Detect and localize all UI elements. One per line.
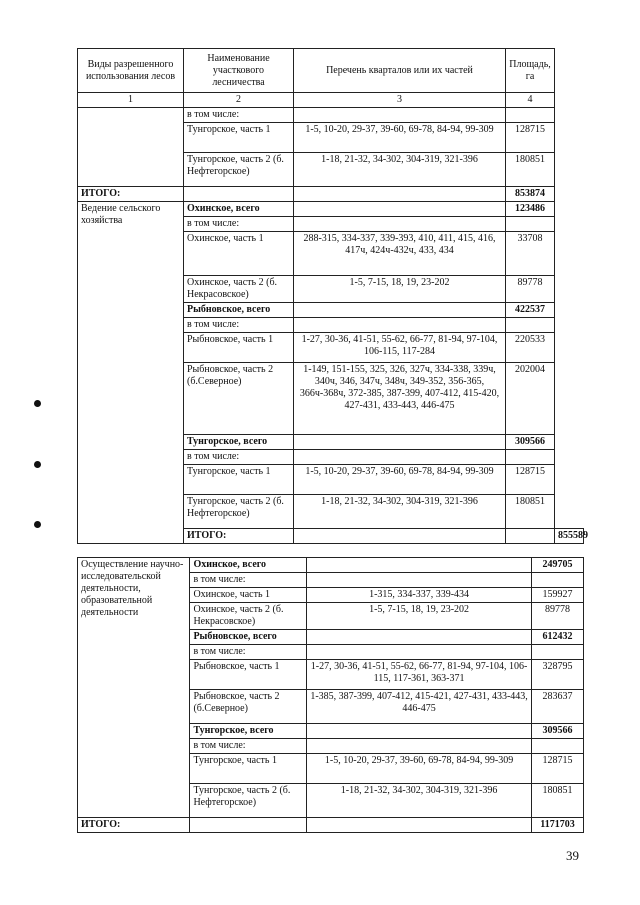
table-row (78, 108, 584, 123)
area-value: 309566 (506, 435, 555, 450)
area-value: 202004 (506, 363, 555, 435)
quarters-list: 1-18, 21-32, 34-302, 304-319, 321-396 (307, 784, 532, 818)
total-value: 853874 (506, 187, 555, 202)
forestry-name: Рыбновское, часть 2 (б.Северное) (184, 363, 294, 435)
total-row (78, 187, 584, 202)
category-cell: Ведение сельского хозяйства (78, 202, 184, 544)
area-value: 220533 (506, 333, 555, 363)
total-value: 1171703 (532, 818, 584, 833)
forestry-name: Тунгорское, часть 2 (б. Нефтегорское) (184, 495, 294, 529)
binder-hole-mark (34, 521, 41, 528)
category-cell (78, 108, 184, 187)
forestry-total-name: Тунгорское, всего (184, 435, 294, 450)
header-area: Площадь, га (506, 49, 555, 93)
total-value: 855589 (555, 529, 584, 544)
quarters-list: 1-27, 30-36, 41-51, 55-62, 66-77, 81-94, 97-104, 106-115, 117-361, 363-371 (307, 660, 532, 690)
binder-hole-mark (34, 461, 41, 468)
area-value: 612432 (532, 630, 584, 645)
forestry-name: Охинское, часть 2 (б. Некрасовское) (190, 603, 307, 630)
header-forestry: Наименование участкового лесничества (184, 49, 294, 93)
area-value: 180851 (506, 153, 555, 187)
area-value: 283637 (532, 690, 584, 724)
subheader-cell: в том числе: (184, 318, 294, 333)
forest-use-table-continued (77, 557, 584, 833)
area-value: 33708 (506, 232, 555, 276)
total-label: ИТОГО: (78, 818, 190, 833)
area-value: 180851 (532, 784, 584, 818)
forest-use-table (77, 48, 588, 544)
forestry-total-name: Тунгорское, всего (190, 724, 307, 739)
area-value: 180851 (506, 495, 555, 529)
subheader-cell: в том числе: (184, 217, 294, 232)
area-value: 422537 (506, 303, 555, 318)
forestry-name: Тунгорское, часть 1 (190, 754, 307, 784)
forestry-name: Охинское, часть 2 (б. Некрасовское) (184, 276, 294, 303)
total-label: ИТОГО: (78, 187, 184, 202)
column-number: 1 (78, 93, 184, 108)
forestry-name: Рыбновское, часть 1 (184, 333, 294, 363)
page-number: 39 (566, 848, 579, 863)
subheader-cell: в том числе: (184, 450, 294, 465)
quarters-list: 1-27, 30-36, 41-51, 55-62, 66-77, 81-94, 97-104, 106-115, 117-284 (294, 333, 506, 363)
quarters-list: 1-5, 10-20, 29-37, 39-60, 69-78, 84-94, 99-309 (307, 754, 532, 784)
quarters-list: 1-5, 10-20, 29-37, 39-60, 69-78, 84-94, 99-309 (294, 123, 506, 153)
forestry-name: Охинское, часть 1 (184, 232, 294, 276)
quarters-list: 1-5, 10-20, 29-37, 39-60, 69-78, 84-94, 99-309 (294, 465, 506, 495)
total-row (78, 818, 584, 833)
column-number-row (78, 93, 584, 108)
table-header-row (78, 49, 584, 93)
quarters-list: 1-18, 21-32, 34-302, 304-319, 321-396 (294, 153, 506, 187)
column-number: 4 (506, 93, 555, 108)
area-value: 328795 (532, 660, 584, 690)
area-value: 89778 (506, 276, 555, 303)
forestry-name: Тунгорское, часть 2 (б. Нефтегорское) (190, 784, 307, 818)
area-value: 128715 (532, 754, 584, 784)
area-value: 128715 (506, 465, 555, 495)
subheader-cell: в том числе: (190, 739, 307, 754)
area-value: 159927 (532, 588, 584, 603)
quarters-list: 288-315, 334-337, 339-393, 410, 411, 415, 416, 417ч, 424ч-432ч, 433, 434 (294, 232, 506, 276)
quarters-list: 1-315, 334-337, 339-434 (307, 588, 532, 603)
area-value: 309566 (532, 724, 584, 739)
column-number: 3 (294, 93, 506, 108)
forestry-name: Рыбновское, часть 2 (б.Северное) (190, 690, 307, 724)
forestry-total-name: Рыбновское, всего (190, 630, 307, 645)
quarters-list: 1-385, 387-399, 407-412, 415-421, 427-431, 433-443, 446-475 (307, 690, 532, 724)
quarters-list: 1-149, 151-155, 325, 326, 327ч, 334-338, 339ч, 340ч, 346, 347ч, 348ч, 349-352, 356-365, 366ч-368ч, 372-385, 387-399, 407-412, 415-420, 427-431, 433-443, 446-475 (294, 363, 506, 435)
forestry-name: Рыбновское, часть 1 (190, 660, 307, 690)
quarters-list: 1-5, 7-15, 18, 19, 23-202 (294, 276, 506, 303)
quarters-list: 1-5, 7-15, 18, 19, 23-202 (307, 603, 532, 630)
header-use-type: Виды разрешенного использования лесов (78, 49, 184, 93)
header-quarters: Перечень кварталов или их частей (294, 49, 506, 93)
subheader-cell: в том числе: (190, 645, 307, 660)
forestry-name: Охинское, часть 1 (190, 588, 307, 603)
forestry-name: Тунгорское, часть 1 (184, 465, 294, 495)
area-value: 123486 (506, 202, 555, 217)
subheader-cell: в том числе: (184, 108, 294, 123)
table-row (78, 558, 584, 573)
column-number: 2 (184, 93, 294, 108)
subheader-cell: в том числе: (190, 573, 307, 588)
area-value: 89778 (532, 603, 584, 630)
area-value: 128715 (506, 123, 555, 153)
forestry-total-name: Рыбновское, всего (184, 303, 294, 318)
forestry-name: Тунгорское, часть 2 (б. Нефтегорское) (184, 153, 294, 187)
forestry-total-name: Охинское, всего (190, 558, 307, 573)
forestry-total-name: Охинское, всего (184, 202, 294, 217)
forestry-name: Тунгорское, часть 1 (184, 123, 294, 153)
binder-hole-mark (34, 400, 41, 407)
category-cell: Осуществление научно-исследовательской деятельности, образовательной деятельности (78, 558, 190, 818)
total-label: ИТОГО: (184, 529, 294, 544)
quarters-list: 1-18, 21-32, 34-302, 304-319, 321-396 (294, 495, 506, 529)
area-value: 249705 (532, 558, 584, 573)
table-row (78, 202, 584, 217)
